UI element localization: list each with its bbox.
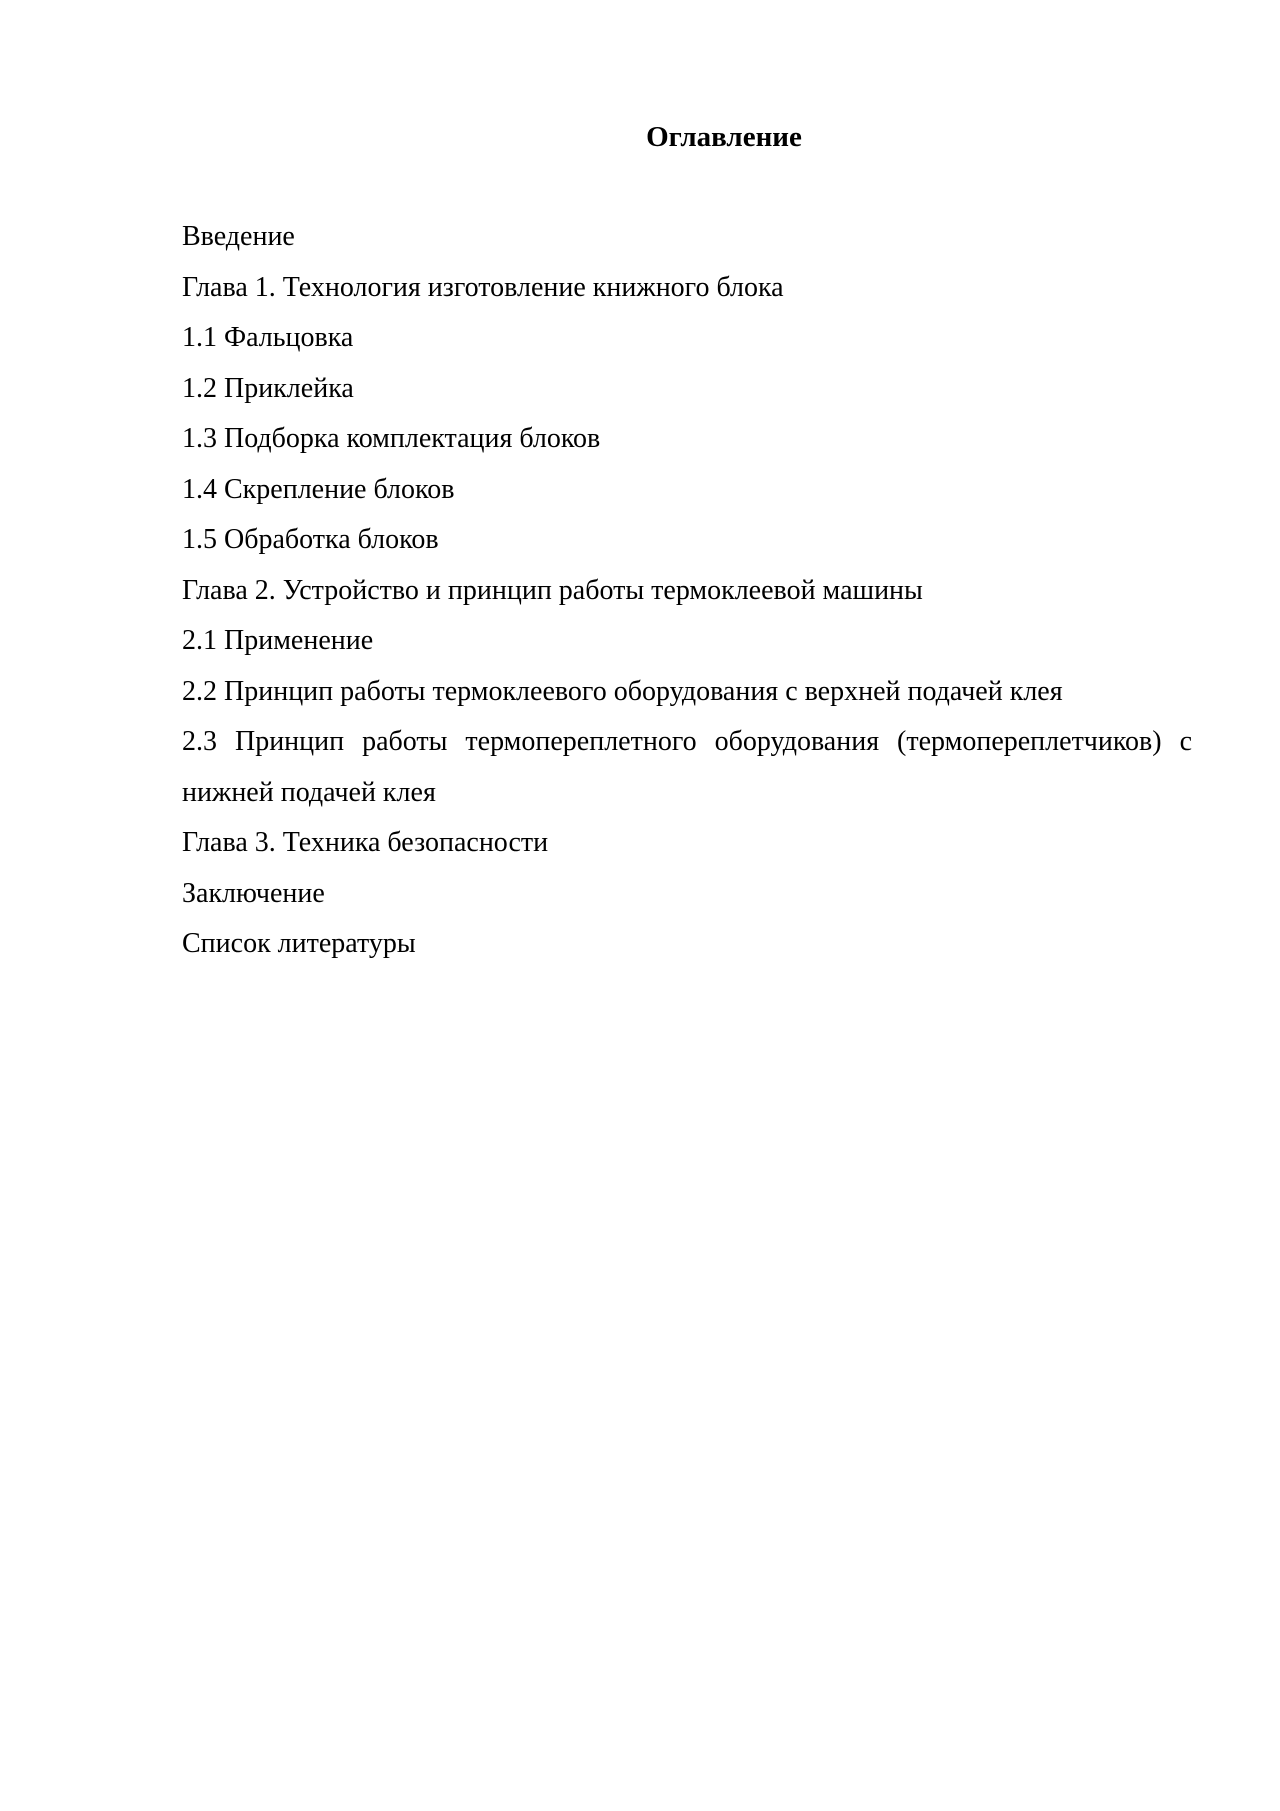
toc-entry-chapter-3: Глава 3. Техника безопасности	[182, 827, 549, 858]
toc-entry-1-2: 1.2 Приклейка	[182, 372, 354, 404]
toc-entry-1-5: 1.5 Обработка блоков	[182, 524, 439, 555]
toc-entry-1-1: 1.1 Фальцовка	[182, 322, 354, 353]
toc-entry-2-1: 2.1 Применение	[182, 625, 374, 656]
toc-entry-references: Список литературы	[182, 928, 416, 959]
toc-entry-chapter-2: Глава 2. Устройство и принцип работы термоклеевой машины	[182, 574, 923, 606]
toc-entry-chapter-1: Глава 1. Технология изготовление книжного блока	[182, 271, 784, 303]
table-of-contents	[182, 212, 1192, 970]
toc-entry-1-4: 1.4 Скрепление блоков	[182, 473, 455, 505]
toc-entry-2-3: 2.3 Принцип работы термопереплетного оборудования (термопереплетчиков) с нижней подачей клея	[182, 726, 1192, 808]
page-title: Оглавление	[646, 121, 802, 153]
toc-entry-1-3: 1.3 Подборка комплектация блоков	[182, 423, 601, 454]
toc-entry-2-2: 2.2 Принцип работы термоклеевого оборудования с верхней подачей клея	[182, 675, 1063, 707]
toc-entry-introduction: Введение	[182, 221, 295, 252]
toc-entry-conclusion: Заключение	[182, 877, 325, 909]
